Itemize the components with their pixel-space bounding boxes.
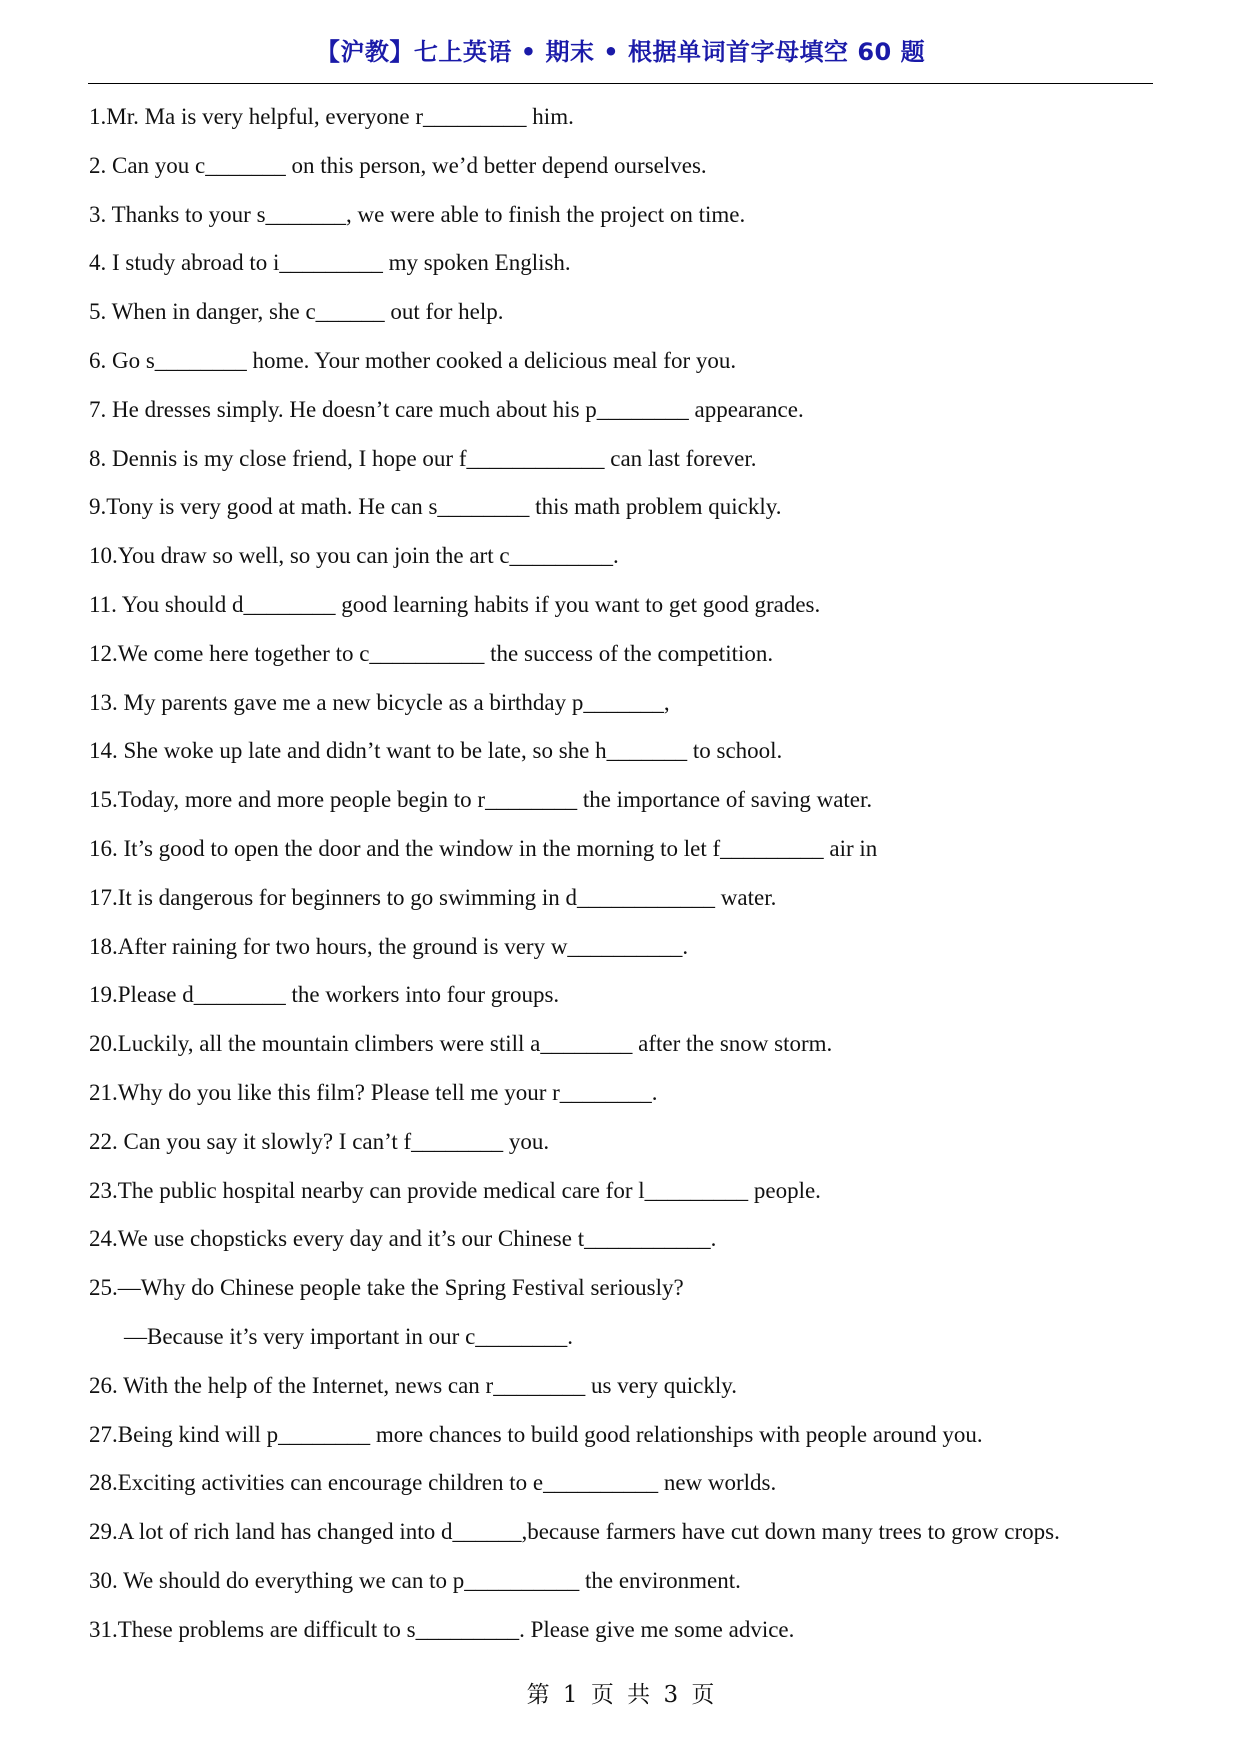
header-divider <box>88 83 1153 84</box>
question-item: 2. Can you c_______ on this person, we’d better depend ourselves. <box>89 152 707 178</box>
question-item-continuation: —Because it’s very important in our c________. <box>124 1323 574 1349</box>
question-item: 5. When in danger, she c______ out for help. <box>89 299 504 325</box>
page-title: 【沪教】七上英语 • 期末 • 根据单词首字母填空 60 题 <box>315 38 926 66</box>
question-item: 30. We should do everything we can to p__________ the environment. <box>89 1567 741 1593</box>
question-item: 29.A lot of rich land has changed into d______,because farmers have cut down many trees to grow crops. <box>89 1519 1060 1545</box>
question-item: 9.Tony is very good at math. He can s________ this math problem quickly. <box>89 494 782 520</box>
question-item: 11. You should d________ good learning habits if you want to get good grades. <box>89 591 821 617</box>
question-item: 27.Being kind will p________ more chances to build good relationships with people around you. <box>89 1421 983 1447</box>
question-item: 28.Exciting activities can encourage children to e__________ new worlds. <box>89 1470 777 1496</box>
question-item: 18.After raining for two hours, the ground is very w__________. <box>89 933 689 959</box>
question-item: 26. With the help of the Internet, news can r________ us very quickly. <box>89 1372 738 1398</box>
question-item: 7. He dresses simply. He doesn’t care much about his p________ appearance. <box>89 396 804 422</box>
question-item: 6. Go s________ home. Your mother cooked a delicious meal for you. <box>89 347 737 373</box>
question-item: 31.These problems are difficult to s_________. Please give me some advice. <box>89 1616 795 1642</box>
question-item: 19.Please d________ the workers into four groups. <box>89 982 560 1008</box>
question-item: 12.We come here together to c__________ the success of the competition. <box>89 640 774 666</box>
question-item: 8. Dennis is my close friend, I hope our f____________ can last forever. <box>89 445 757 471</box>
question-item: 23.The public hospital nearby can provide medical care for l_________ people. <box>89 1177 821 1203</box>
question-item: 14. She woke up late and didn’t want to be late, so she h_______ to school. <box>89 738 783 764</box>
page-number: 第 1 页 共 3 页 <box>526 1682 715 1708</box>
question-item: 20.Luckily, all the mountain climbers were still a________ after the snow storm. <box>89 1031 833 1057</box>
question-item: 16. It’s good to open the door and the window in the morning to let f_________ air in <box>89 835 878 861</box>
question-item: 1.Mr. Ma is very helpful, everyone r_________ him. <box>89 104 574 129</box>
question-item: 13. My parents gave me a new bicycle as a birthday p_______, <box>89 689 670 715</box>
question-item: 4. I study abroad to i_________ my spoken English. <box>89 250 571 276</box>
question-item: 10.You draw so well, so you can join the art c_________. <box>89 543 619 569</box>
question-list <box>89 95 1169 1657</box>
question-item: 3. Thanks to your s_______, we were able to finish the project on time. <box>89 201 746 227</box>
question-item: 22. Can you say it slowly? I can’t f________ you. <box>89 1128 550 1154</box>
question-item: 25.—Why do Chinese people take the Spring Festival seriously? <box>89 1275 684 1301</box>
question-item: 15.Today, more and more people begin to r________ the importance of saving water. <box>89 787 873 813</box>
question-item: 21.Why do you like this film? Please tell me your r________. <box>89 1079 658 1105</box>
question-item: 17.It is dangerous for beginners to go swimming in d____________ water. <box>89 884 777 910</box>
question-item: 24.We use chopsticks every day and it’s our Chinese t___________. <box>89 1226 717 1252</box>
